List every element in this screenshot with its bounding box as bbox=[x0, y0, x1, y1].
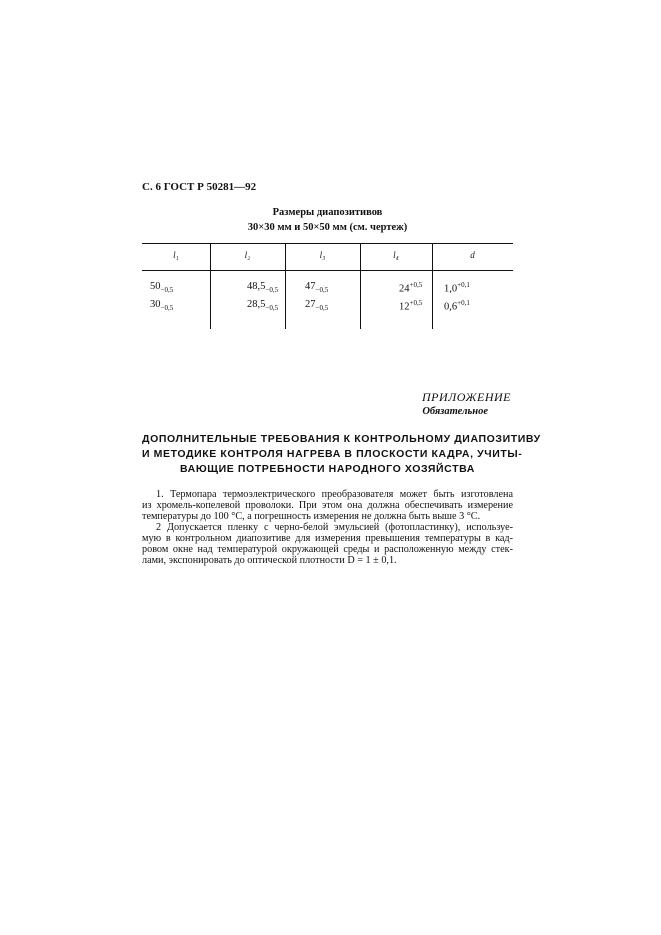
cell-tolerance: −0,5 bbox=[265, 286, 279, 295]
table-header-cell: l₃ bbox=[319, 250, 326, 260]
appendix-heading-line: ВАЮЩИЕ ПОТРЕБНОСТИ НАРОДНОГО ХОЗЯЙСТВА bbox=[180, 463, 475, 475]
appendix-heading-line: И МЕТОДИКЕ КОНТРОЛЯ НАГРЕВА В ПЛОСКОСТИ КАДРА, УЧИТЫ- bbox=[142, 448, 523, 460]
table-title: Размеры диапозитивов bbox=[272, 207, 383, 218]
table-header-rule bbox=[142, 270, 513, 271]
page-header: С. 6 ГОСТ Р 50281—92 bbox=[142, 181, 257, 193]
appendix-heading-line: ДОПОЛНИТЕЛЬНЫЕ ТРЕБОВАНИЯ К КОНТРОЛЬНОМУ ДИАПОЗИТИВУ bbox=[142, 433, 541, 445]
body-line: 2 Допускается пленку с черно-белой эмульсией (фотопластинку), используе- bbox=[156, 522, 513, 533]
table-header-cell: d bbox=[470, 250, 475, 260]
cell-value: 48,5 bbox=[247, 281, 266, 292]
table-cell bbox=[150, 281, 173, 294]
cell-tolerance: −0,5 bbox=[265, 304, 279, 313]
table-cell bbox=[247, 281, 278, 294]
cell-tolerance: +0,1 bbox=[457, 281, 470, 289]
cell-tolerance: +0,1 bbox=[457, 299, 470, 307]
appendix-label: ПРИЛОЖЕНИЕ bbox=[422, 390, 511, 404]
table-cell bbox=[399, 281, 422, 295]
cell-value: 1,0 bbox=[444, 283, 458, 295]
body-line: из хромель-копелевой проволоки. При этом она должна обеспечивать измерение bbox=[142, 500, 513, 511]
body-line: 1. Термопара термоэлектрического преобразователя может быть изготовлена bbox=[156, 489, 513, 500]
table-cell bbox=[247, 299, 278, 312]
cell-value: 47 bbox=[305, 281, 316, 292]
table-top-rule bbox=[142, 243, 513, 244]
table-cell bbox=[305, 281, 328, 294]
cell-tolerance: +0,5 bbox=[409, 299, 423, 307]
appendix-status: Обязательное bbox=[422, 406, 488, 417]
table-header-cell: l₂ bbox=[244, 250, 251, 260]
cell-value: 24 bbox=[399, 283, 410, 295]
cell-tolerance: −0,5 bbox=[160, 286, 174, 295]
table-cell bbox=[150, 299, 173, 312]
cell-value: 28,5 bbox=[247, 299, 266, 310]
body-line: лами, экспонировать до оптической плотности D = 1 ± 0,1. bbox=[142, 555, 397, 566]
table-cell bbox=[305, 299, 328, 312]
cell-value: 0,6 bbox=[444, 301, 458, 313]
cell-tolerance: −0,5 bbox=[315, 286, 329, 295]
dimensions-table bbox=[142, 243, 513, 329]
body-line: температуры до 100 °С, а погрешность измерения не должна быть выше 3 °С. bbox=[142, 511, 481, 522]
table-cell bbox=[444, 299, 470, 313]
body-line: ровом окне над температурой окружающей среды и расположенную между стек- bbox=[142, 544, 513, 555]
cell-tolerance: −0,5 bbox=[160, 304, 174, 313]
table-header-cell: l₁ bbox=[173, 250, 179, 260]
cell-tolerance: −0,5 bbox=[315, 304, 329, 313]
cell-value: 50 bbox=[150, 281, 161, 292]
table-cell bbox=[444, 281, 470, 295]
cell-value: 27 bbox=[305, 299, 316, 310]
cell-value: 12 bbox=[399, 301, 410, 313]
table-header-cell: l₄ bbox=[393, 250, 399, 260]
body-line: мую в контрольном диапозитиве для измерения превышения температуры в кад- bbox=[142, 533, 513, 544]
table-subtitle: 30×30 мм и 50×50 мм (см. чертеж) bbox=[247, 222, 408, 233]
cell-value: 30 bbox=[150, 299, 161, 310]
table-cell bbox=[399, 299, 422, 313]
cell-tolerance: +0,5 bbox=[409, 281, 423, 289]
